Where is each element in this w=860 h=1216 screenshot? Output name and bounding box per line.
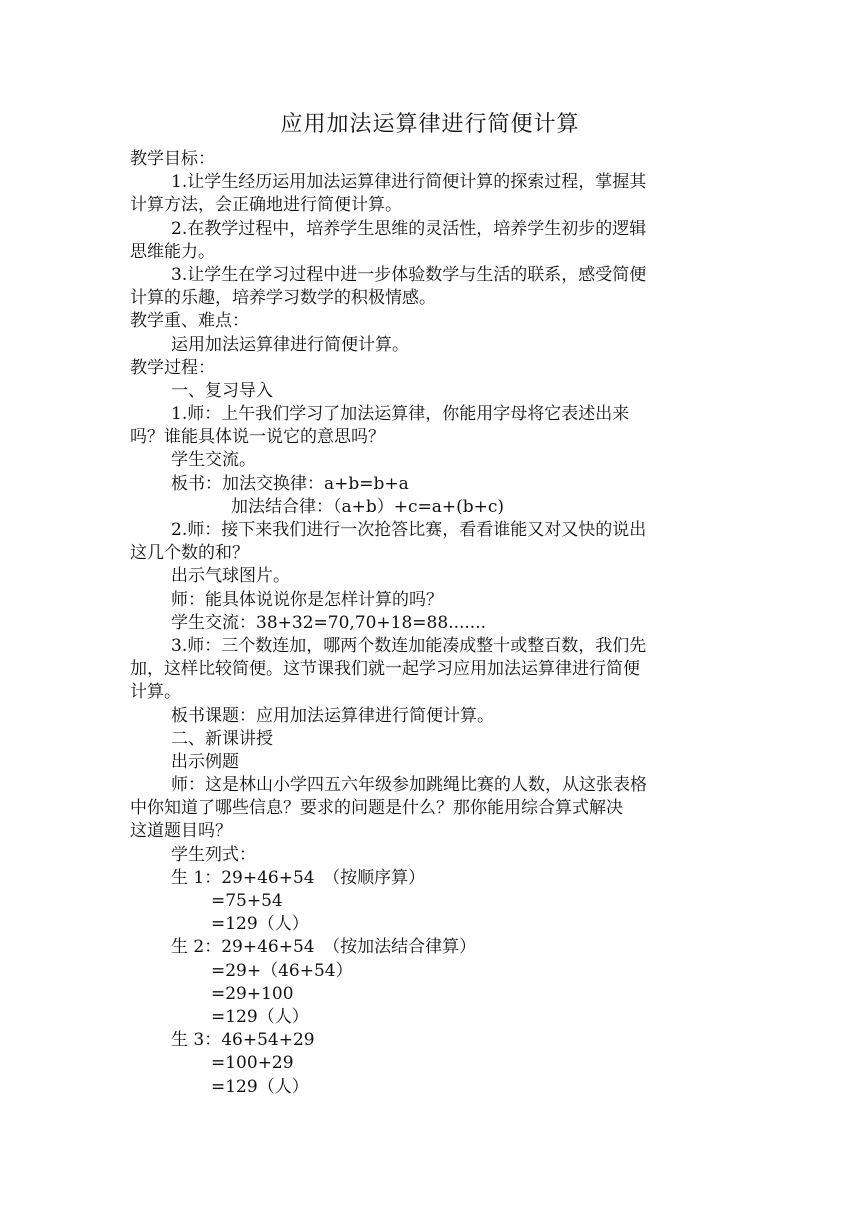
paragraph-line: 2.在教学过程中，培养学生思维的灵活性，培养学生初步的逻辑: [171, 218, 647, 239]
paragraph-line: =129（人）: [211, 1006, 309, 1027]
paragraph-line: 生 2：29+46+54 （按加法结合律算）: [171, 937, 477, 958]
paragraph-line: =100+29: [211, 1053, 294, 1074]
paragraph-line: 学生列式：: [171, 844, 256, 865]
paragraph-line: 思维能力。: [130, 241, 215, 262]
paragraph-line: 3.师：三个数连加，哪两个数连加能凑成整十或整百数，我们先: [171, 635, 647, 656]
paragraph-line: 二、新课讲授: [171, 728, 273, 749]
paragraph-line: 计算的乐趣，培养学习数学的积极情感。: [130, 288, 436, 309]
paragraph-line: =75+54: [211, 891, 283, 911]
paragraph-line: 1.师：上午我们学习了加法运算律，你能用字母将它表述出来: [171, 404, 630, 425]
paragraph-line: 计算方法，会正确地进行简便计算。: [130, 195, 402, 216]
paragraph-line: 学生交流：38+32=70,70+18=88.......: [171, 612, 486, 633]
paragraph-line: 教学过程：: [130, 357, 215, 378]
paragraph-line: 师：能具体说说你是怎样计算的吗？: [171, 589, 443, 610]
paragraph-line: 运用加法运算律进行简便计算。: [171, 334, 409, 355]
paragraph-line: =29+100: [211, 983, 294, 1004]
document-body: [130, 148, 730, 1099]
paragraph-line: 加，这样比较简便。这节课我们就一起学习应用加法运算律进行简便: [130, 659, 640, 680]
paragraph-line: 这道题目吗？: [130, 821, 232, 842]
paragraph-line: 1.让学生经历运用加法运算律进行简便计算的探索过程，掌握其: [171, 172, 647, 193]
paragraph-line: 师：这是林山小学四五六年级参加跳绳比赛的人数，从这张表格: [171, 775, 647, 796]
document-title: 应用加法运算律进行简便计算: [280, 112, 580, 137]
paragraph-line: 计算。: [130, 682, 181, 703]
paragraph-line: 加法结合律：（a+b）+c=a+(b+c): [231, 496, 505, 517]
paragraph-line: 吗？谁能具体说一说它的意思吗？: [130, 427, 385, 448]
paragraph-line: 生 1：29+46+54 （按顺序算）: [171, 867, 426, 888]
paragraph-line: =129（人）: [211, 1076, 309, 1097]
paragraph-line: 教学目标：: [130, 149, 215, 169]
paragraph-line: 一、复习导入: [171, 380, 273, 401]
paragraph-line: 中你知道了哪些信息？要求的问题是什么？那你能用综合算式解决: [130, 798, 623, 819]
paragraph-line: 这几个数的和？: [130, 543, 249, 564]
paragraph-line: 出示例题: [171, 751, 239, 772]
paragraph-line: 教学重、难点：: [130, 311, 249, 332]
paragraph-line: =129（人）: [211, 914, 309, 935]
paragraph-line: 板书：加法交换律：a+b=b+a: [171, 473, 409, 494]
paragraph-line: 学生交流。: [171, 450, 256, 471]
paragraph-line: 板书课题：应用加法运算律进行简便计算。: [171, 705, 494, 726]
paragraph-line: 出示气球图片。: [171, 566, 290, 587]
paragraph-line: 生 3：46+54+29: [171, 1030, 315, 1051]
paragraph-line: =29+（46+54）: [211, 960, 353, 981]
paragraph-line: 3.让学生在学习过程中进一步体验数学与生活的联系，感受简便: [171, 264, 647, 285]
paragraph-line: 2.师：接下来我们进行一次抢答比赛，看看谁能又对又快的说出: [171, 520, 647, 540]
